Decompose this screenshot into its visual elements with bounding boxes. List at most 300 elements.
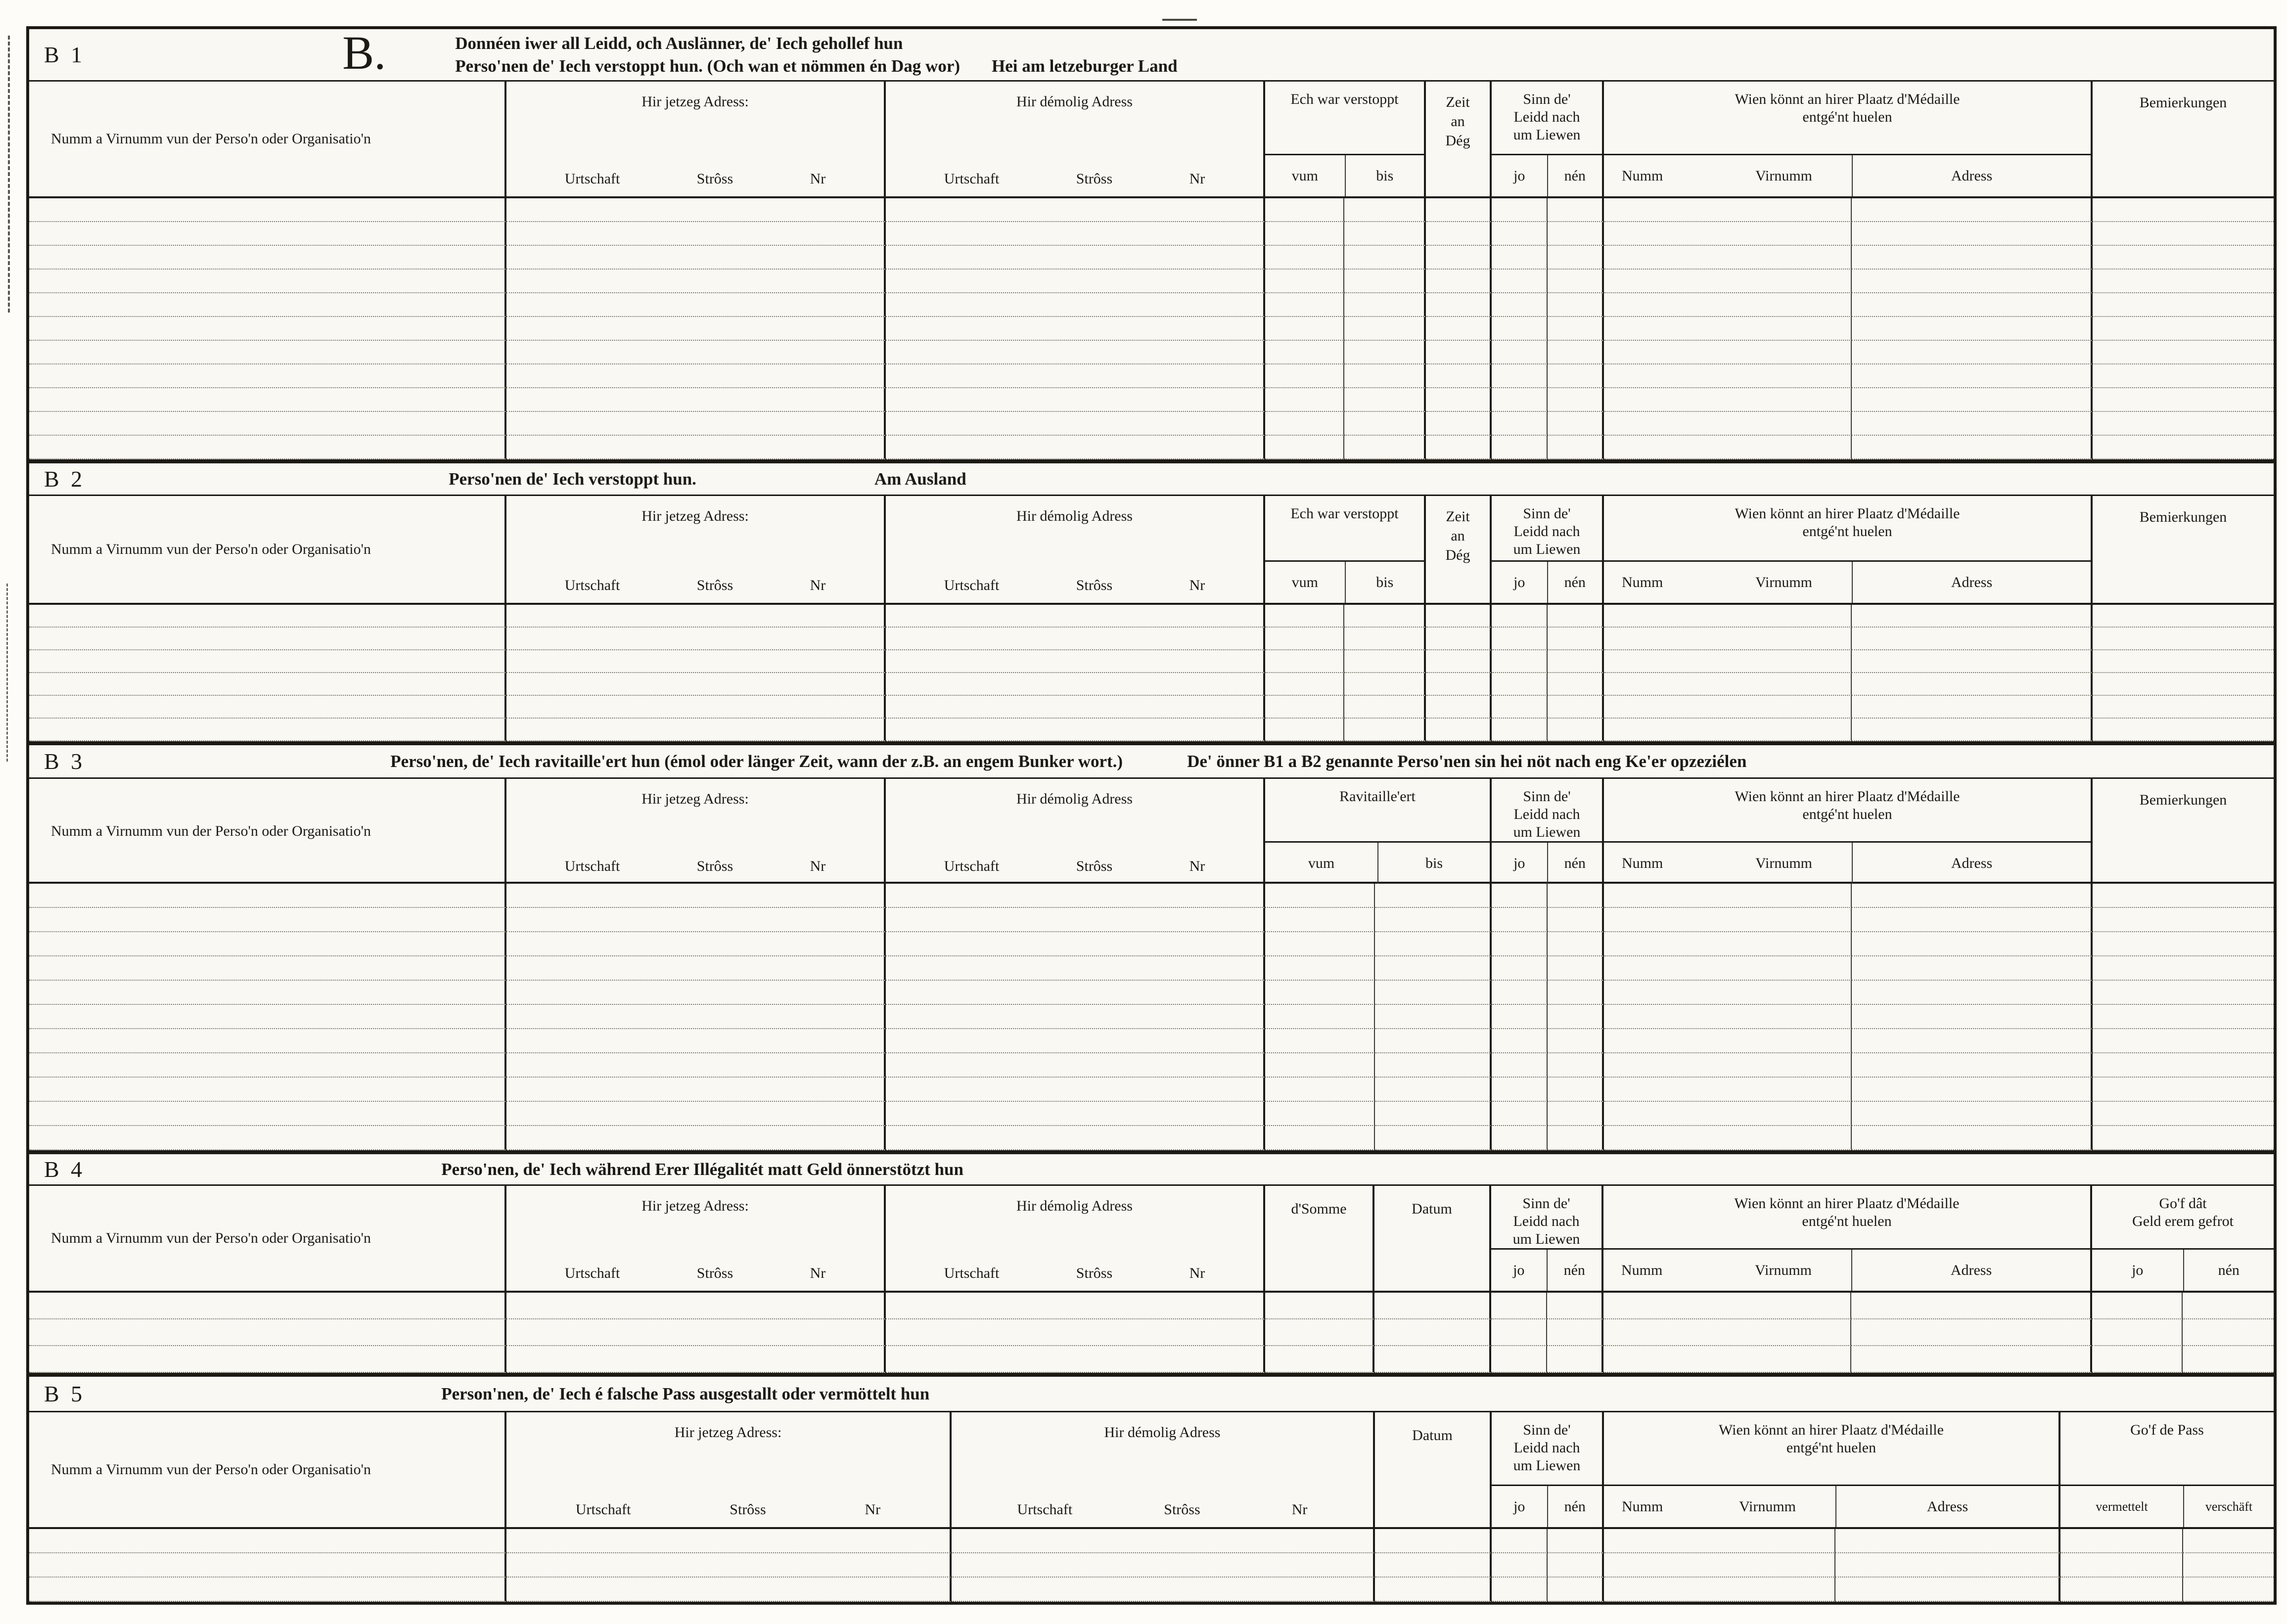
- fill-cell: [1492, 1078, 1548, 1102]
- fill-cell: [1852, 317, 2093, 341]
- fill-cell: [29, 222, 506, 246]
- column-current-address: [506, 1186, 886, 1291]
- fill-row: [29, 884, 2274, 908]
- fill-cell: [1548, 412, 1604, 436]
- section-b5-rows: [29, 1529, 2274, 1602]
- fill-cell: [2093, 981, 2274, 1005]
- fill-cell: [1426, 605, 1492, 628]
- fill-cell: [29, 436, 506, 459]
- fill-cell: [1852, 1029, 2093, 1053]
- section-b1-band: [29, 26, 2274, 82]
- fill-cell: [506, 1005, 886, 1029]
- fill-row: [29, 1553, 2274, 1578]
- fill-cell: [1265, 317, 1344, 341]
- fill-cell: [2093, 696, 2274, 719]
- column-duration: [1426, 82, 1492, 196]
- fill-cell: [506, 222, 886, 246]
- fill-cell: [1852, 956, 2093, 981]
- stross-label: Strôss: [1164, 1501, 1200, 1518]
- fill-cell: [29, 1053, 506, 1078]
- section-b1-column-headers: [29, 82, 2274, 198]
- fill-cell: [1851, 1293, 2092, 1319]
- fill-cell: [2093, 293, 2274, 317]
- fill-row: [29, 1029, 2274, 1053]
- fill-row: [29, 628, 2274, 650]
- virnumm-label: Virnumm: [1755, 855, 1812, 871]
- fill-cell: [1374, 1319, 1491, 1346]
- fill-cell: [506, 1029, 886, 1053]
- fill-cell: [1492, 719, 1548, 741]
- fill-cell: [1604, 956, 1852, 981]
- bis-label: bis: [1345, 155, 1424, 196]
- column-name: [29, 1186, 506, 1291]
- fill-cell: [886, 719, 1265, 741]
- fill-cell: [29, 1005, 506, 1029]
- urtschaft-label: Urtschaft: [564, 577, 620, 593]
- fill-cell: [2060, 1578, 2183, 1602]
- column-hidden-period: [1265, 82, 1426, 196]
- fill-cell: [1852, 605, 2093, 628]
- column-still-alive: [1491, 1186, 1603, 1291]
- fill-cell: [506, 650, 886, 673]
- vum-label: vum: [1291, 574, 1318, 590]
- fill-cell: [1492, 673, 1548, 696]
- fill-cell: [1604, 628, 1852, 650]
- fill-cell: [1548, 222, 1604, 246]
- fill-cell: [1265, 719, 1344, 741]
- stross-label: Strôss: [1076, 858, 1113, 874]
- alive-line3: um Liewen: [1513, 127, 1581, 143]
- fill-cell: [886, 388, 1265, 412]
- fill-cell: [2060, 1553, 2183, 1578]
- fill-cell: [1491, 1319, 1547, 1346]
- fill-cell: [29, 628, 506, 650]
- fill-cell: [1344, 412, 1426, 436]
- fill-cell: [1852, 719, 2093, 741]
- fill-cell: [29, 908, 506, 932]
- fill-cell: [2093, 884, 2274, 908]
- fill-cell: [1492, 908, 1548, 932]
- fill-cell: [1492, 222, 1548, 246]
- fill-cell: [886, 908, 1265, 932]
- fill-cell: [886, 884, 1265, 908]
- pass-outcome-label: Go'f de Pass: [2130, 1422, 2204, 1438]
- fill-cell: [1852, 293, 2093, 317]
- nr-label: Nr: [1189, 858, 1205, 874]
- fill-cell: [1265, 293, 1344, 317]
- fill-cell: [1265, 696, 1344, 719]
- fill-cell: [886, 1102, 1265, 1126]
- fill-cell: [2183, 1578, 2274, 1602]
- fill-cell: [1852, 628, 2093, 650]
- verschaft-label: verschäft: [2183, 1486, 2274, 1527]
- date-label: Datum: [1412, 1427, 1453, 1444]
- fill-cell: [1548, 1078, 1604, 1102]
- fill-cell: [1604, 412, 1852, 436]
- fill-cell: [2093, 364, 2274, 388]
- fill-row: [29, 388, 2274, 412]
- column-former-address: [952, 1412, 1375, 1527]
- fill-cell: [1604, 1126, 1852, 1150]
- alive-line3: um Liewen: [1512, 1231, 1580, 1247]
- fill-cell: [1492, 932, 1548, 956]
- fill-cell: [1426, 628, 1492, 650]
- fill-cell: [1265, 605, 1344, 628]
- fill-cell: [1852, 884, 2093, 908]
- fill-cell: [1344, 270, 1426, 293]
- vermettelt-label: vermettelt: [2096, 1499, 2148, 1514]
- virnumm-label: Virnumm: [1755, 1262, 1812, 1278]
- fill-cell: [1265, 341, 1344, 364]
- column-former-address: [886, 496, 1265, 603]
- urtschaft-label: Urtschaft: [564, 1265, 620, 1281]
- current-address-label: Hir jetzeg Adress:: [641, 93, 749, 110]
- fill-cell: [1492, 1529, 1548, 1553]
- fill-cell: [1344, 364, 1426, 388]
- name-column-label: Numm a Virnumm vun der Perso'n oder Organisatio'n: [51, 131, 371, 147]
- alive-line2: Leidd nach: [1513, 523, 1580, 540]
- fill-cell: [506, 908, 886, 932]
- fill-cell: [1852, 222, 2093, 246]
- jo-nen-sublabels: [2092, 1248, 2274, 1291]
- fill-cell: [2093, 341, 2274, 364]
- fill-cell: [2060, 1529, 2183, 1553]
- fill-cell: [506, 364, 886, 388]
- fill-cell: [1344, 198, 1426, 222]
- section-b2: [29, 459, 2274, 741]
- nr-label: Nr: [865, 1501, 881, 1518]
- duration-label-line1: Zeit: [1446, 94, 1470, 110]
- fill-cell: [1852, 1005, 2093, 1029]
- fill-cell: [1852, 1126, 2093, 1150]
- fill-cell: [506, 1578, 952, 1602]
- fill-cell: [506, 317, 886, 341]
- urtschaft-label: Urtschaft: [564, 858, 620, 874]
- fill-cell: [1265, 1102, 1375, 1126]
- fill-cell: [1375, 1126, 1492, 1150]
- fill-cell: [506, 293, 886, 317]
- fill-cell: [2093, 650, 2274, 673]
- current-address-label: Hir jetzeg Adress:: [641, 508, 749, 524]
- fill-row: [29, 650, 2274, 673]
- fill-cell: [1492, 317, 1548, 341]
- stross-label: Strôss: [730, 1501, 766, 1518]
- fill-cell: [1548, 341, 1604, 364]
- column-duration: [1426, 496, 1492, 603]
- section-b5-column-headers: [29, 1412, 2274, 1529]
- jo-label: jo: [1513, 167, 1525, 184]
- fill-cell: [1426, 222, 1492, 246]
- fill-cell: [1852, 412, 2093, 436]
- fill-cell: [1603, 1346, 1851, 1373]
- numm-virnumm-labels: [1604, 155, 1852, 196]
- fill-cell: [506, 1553, 952, 1578]
- alive-line2: Leidd nach: [1513, 1213, 1580, 1229]
- fill-cell: [1492, 628, 1548, 650]
- scan-artifact: [1162, 19, 1197, 21]
- fill-cell: [506, 198, 886, 222]
- jo-nen-sublabels: [1492, 1485, 1602, 1527]
- fill-cell: [29, 1578, 506, 1602]
- fill-cell: [1548, 1529, 1604, 1553]
- medal-recipient-label: [1604, 496, 2091, 560]
- fill-cell: [1852, 364, 2093, 388]
- fill-cell: [506, 1293, 886, 1319]
- fill-cell: [1548, 719, 1604, 741]
- address-sublabels: [952, 1501, 1373, 1527]
- fill-cell: [1265, 981, 1375, 1005]
- fill-cell: [1491, 1293, 1547, 1319]
- nen-label: nén: [1547, 1486, 1602, 1527]
- fill-cell: [1426, 696, 1492, 719]
- column-still-alive: [1492, 779, 1604, 884]
- fill-cell: [1852, 341, 2093, 364]
- fill-cell: [506, 246, 886, 270]
- column-name: [29, 779, 506, 884]
- fill-cell: [1548, 270, 1604, 293]
- fill-cell: [1604, 436, 1852, 459]
- fill-cell: [1426, 341, 1492, 364]
- fill-cell: [1265, 1078, 1375, 1102]
- fill-cell: [2093, 719, 2274, 741]
- medal-recipient-label: [1604, 1412, 2058, 1485]
- column-former-address: [886, 779, 1265, 884]
- fill-cell: [1835, 1578, 2060, 1602]
- fill-cell: [29, 412, 506, 436]
- pass-sublabels: [2060, 1485, 2274, 1527]
- fill-cell: [1344, 341, 1426, 364]
- fill-cell: [29, 388, 506, 412]
- fill-cell: [1604, 673, 1852, 696]
- fill-cell: [29, 341, 506, 364]
- jo-label: jo: [2132, 1262, 2144, 1278]
- former-address-label: Hir démolig Adress: [1016, 508, 1133, 524]
- duration-label-line2: an: [1451, 113, 1465, 130]
- fill-cell: [1426, 412, 1492, 436]
- nen-label: nén: [1547, 843, 1602, 884]
- fill-cell: [1852, 981, 2093, 1005]
- fill-cell: [886, 270, 1265, 293]
- numm-label: Numm: [1622, 574, 1663, 590]
- nr-label: Nr: [1189, 577, 1205, 593]
- fill-cell: [29, 884, 506, 908]
- fill-cell: [2183, 1529, 2274, 1553]
- section-b3-column-headers: [29, 779, 2274, 884]
- adress-label: Adress: [1852, 843, 2091, 884]
- section-b2-title-suffix: Am Ausland: [874, 469, 966, 489]
- fill-cell: [1548, 1029, 1604, 1053]
- fill-row: [29, 1102, 2274, 1126]
- resistance-questionnaire-form: [26, 26, 2277, 1605]
- medal-sublabels: [1604, 154, 2091, 196]
- fill-cell: [2092, 1319, 2183, 1346]
- numm-virnumm-labels: [1603, 1250, 1851, 1291]
- column-money-reclaimed: [2092, 1186, 2274, 1291]
- fill-cell: [1604, 1553, 1835, 1578]
- fill-cell: [29, 605, 506, 628]
- fill-cell: [506, 1319, 886, 1346]
- fill-cell: [1492, 1126, 1548, 1150]
- column-name: [29, 496, 506, 603]
- fill-cell: [2093, 412, 2274, 436]
- fill-cell: [506, 270, 886, 293]
- stross-label: Strôss: [696, 858, 733, 874]
- fill-cell: [886, 696, 1265, 719]
- fill-cell: [29, 673, 506, 696]
- medal-sublabels: [1604, 1485, 2058, 1527]
- fill-cell: [29, 246, 506, 270]
- nen-label: nén: [1547, 562, 1602, 603]
- fill-cell: [506, 628, 886, 650]
- hidden-period-label: Ech war verstoppt: [1290, 91, 1399, 107]
- medal-line1: Wien könnt an hirer Plaatz d'Médaille: [1719, 1422, 1944, 1438]
- fill-cell: [1548, 436, 1604, 459]
- fill-cell: [1265, 1319, 1374, 1346]
- numm-label: Numm: [1621, 1262, 1663, 1278]
- column-name: [29, 1412, 506, 1527]
- fill-cell: [2093, 628, 2274, 650]
- fill-cell: [2093, 605, 2274, 628]
- fill-cell: [1344, 719, 1426, 741]
- alive-line1: Sinn de': [1523, 788, 1571, 805]
- urtschaft-label: Urtschaft: [564, 171, 620, 187]
- medal-recipient-label: [1604, 82, 2091, 154]
- fill-cell: [886, 981, 1265, 1005]
- jo-label: jo: [1513, 1498, 1525, 1515]
- fill-cell: [1548, 198, 1604, 222]
- fill-cell: [506, 884, 886, 908]
- fill-row: [29, 981, 2274, 1005]
- medal-line1: Wien könnt an hirer Plaatz d'Médaille: [1735, 505, 1960, 522]
- fill-cell: [1852, 650, 2093, 673]
- fill-cell: [1492, 364, 1548, 388]
- vum-bis-sublabels: [1265, 154, 1424, 196]
- fill-cell: [886, 1029, 1265, 1053]
- fill-cell: [2093, 246, 2274, 270]
- fill-cell: [1344, 628, 1426, 650]
- former-address-label: Hir démolig Adress: [1016, 93, 1133, 110]
- duration-label-line3: Dég: [1445, 547, 1470, 563]
- fill-cell: [29, 981, 506, 1005]
- stross-label: Strôss: [1076, 1265, 1113, 1281]
- address-sublabels: [886, 1265, 1263, 1291]
- fill-row: [29, 1578, 2274, 1602]
- medal-line2: entgé'nt huelen: [1786, 1440, 1876, 1456]
- fill-cell: [886, 932, 1265, 956]
- fill-cell: [1548, 908, 1604, 932]
- fill-row: [29, 1319, 2274, 1346]
- fill-cell: [1548, 1553, 1604, 1578]
- jo-nen-sublabels: [1491, 1248, 1601, 1291]
- medal-line2: entgé'nt huelen: [1802, 1213, 1892, 1229]
- column-current-address: [506, 779, 886, 884]
- fill-cell: [506, 605, 886, 628]
- fill-cell: [1492, 650, 1548, 673]
- fill-cell: [2093, 270, 2274, 293]
- still-alive-label: [1492, 496, 1602, 560]
- column-current-address: [506, 82, 886, 196]
- fill-cell: [2183, 1319, 2274, 1346]
- fill-cell: [1548, 932, 1604, 956]
- fill-cell: [2093, 1005, 2274, 1029]
- fill-cell: [29, 1529, 506, 1553]
- fill-cell: [1265, 1005, 1375, 1029]
- fill-row: [29, 696, 2274, 719]
- fill-cell: [1375, 1102, 1492, 1126]
- fill-cell: [886, 1053, 1265, 1078]
- fill-cell: [29, 293, 506, 317]
- urtschaft-label: Urtschaft: [1017, 1501, 1073, 1518]
- fill-cell: [1265, 198, 1344, 222]
- alive-line1: Sinn de': [1523, 1422, 1571, 1438]
- fill-cell: [1426, 293, 1492, 317]
- address-sublabels: [506, 577, 884, 603]
- fill-cell: [506, 412, 886, 436]
- fill-cell: [1426, 388, 1492, 412]
- nr-label: Nr: [1189, 1265, 1205, 1281]
- fill-cell: [1548, 246, 1604, 270]
- fill-row: [29, 932, 2274, 956]
- duration-label-line1: Zeit: [1446, 508, 1470, 525]
- remarks-label: Bemierkungen: [2139, 792, 2227, 808]
- section-b4-rows: [29, 1293, 2274, 1373]
- fill-cell: [1492, 1053, 1548, 1078]
- address-sublabels: [506, 1501, 950, 1527]
- fill-cell: [506, 932, 886, 956]
- fill-cell: [886, 222, 1265, 246]
- name-column-label: Numm a Virnumm vun der Perso'n oder Organisatio'n: [51, 823, 371, 839]
- fill-cell: [1375, 1029, 1492, 1053]
- fill-cell: [1547, 1346, 1603, 1373]
- fill-cell: [29, 1293, 506, 1319]
- fill-row: [29, 198, 2274, 222]
- fill-cell: [1492, 293, 1548, 317]
- nr-label: Nr: [810, 858, 826, 874]
- fill-row: [29, 908, 2274, 932]
- fill-cell: [886, 198, 1265, 222]
- fill-cell: [952, 1529, 1375, 1553]
- fill-cell: [1375, 908, 1492, 932]
- fill-cell: [1604, 270, 1852, 293]
- fill-cell: [1852, 696, 2093, 719]
- section-b1-title-suffix: Hei am letzeburger Land: [992, 56, 1178, 76]
- fill-cell: [1604, 1053, 1852, 1078]
- fill-row: [29, 1053, 2274, 1078]
- fill-cell: [1852, 246, 2093, 270]
- alive-line2: Leidd nach: [1513, 806, 1580, 822]
- fill-cell: [2183, 1346, 2274, 1373]
- fill-cell: [1265, 270, 1344, 293]
- fill-cell: [1548, 388, 1604, 412]
- fill-cell: [1265, 364, 1344, 388]
- date-label: Datum: [1412, 1201, 1452, 1217]
- alive-line1: Sinn de': [1523, 91, 1571, 107]
- column-medal-recipient: [1603, 1186, 2092, 1291]
- fill-cell: [1604, 719, 1852, 741]
- fill-cell: [1375, 1078, 1492, 1102]
- column-former-address: [886, 1186, 1265, 1291]
- still-alive-label: [1492, 1412, 1602, 1485]
- fill-cell: [29, 270, 506, 293]
- stross-label: Strôss: [696, 577, 733, 593]
- numm-label: Numm: [1622, 167, 1663, 184]
- alive-line1: Sinn de': [1523, 505, 1571, 522]
- section-b5-id: B 5: [44, 1381, 86, 1406]
- fill-cell: [1374, 1293, 1491, 1319]
- duration-label-line2: an: [1451, 528, 1465, 544]
- fill-cell: [1604, 198, 1852, 222]
- section-b2-title: Perso'nen de' Iech verstoppt hun.: [449, 469, 696, 489]
